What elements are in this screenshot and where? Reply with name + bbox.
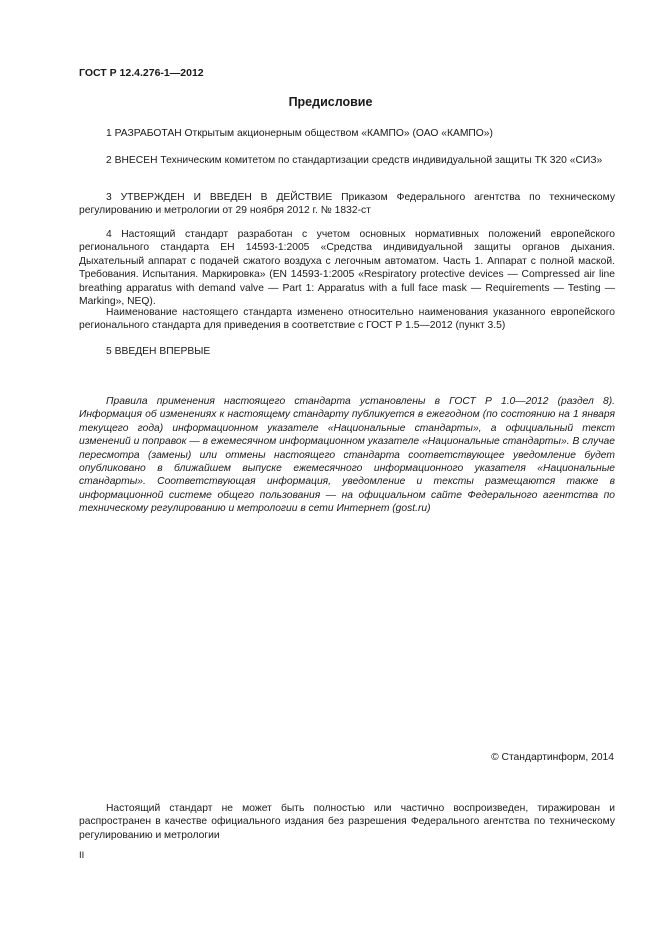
reproduction-notice: Настоящий стандарт не может быть полностью или частично воспроизведен, тиражирован и распространен в качестве официального издания без разрешения Федерального агентства по техническому регулированию и метрологии	[79, 803, 615, 841]
paragraph-2: 2 ВНЕСЕН Техническим комитетом по стандартизации средств индивидуальной защиты ТК 320 «СИЗ»	[106, 155, 603, 166]
copyright: © Стандартинформ, 2014	[491, 752, 614, 763]
paragraph-4: 4 Настоящий стандарт разработан с учетом основных нормативных положений европейского регионального стандарта ЕН 14593-1:2005 «Средства индивидуальной защиты органов дыхания. Дыхательный аппарат с подачей сжатого воздуха с легочным автоматом. Часть 1. Аппарат с полной маской. Требования. Испытания. Маркировка» (EN 14593-1:2005 «Respiratory protective devices — Compressed air line breathing apparatus with demand valve — Part 1: Apparatus with a full face mask — Requirements — Testing — Marking», NEQ).	[79, 229, 615, 308]
paragraph-5: 5 ВВЕДЕН ВПЕРВЫЕ	[106, 346, 211, 357]
paragraph-3: 3 УТВЕРЖДЕН И ВВЕДЕН В ДЕЙСТВИЕ Приказом Федерального агентства по техническому регулированию и метрологии от 29 ноября 2012 г. № 1832-ст	[79, 192, 615, 217]
paragraph-1: 1 РАЗРАБОТАН Открытым акционерным обществом «КАМПО» (ОАО «КАМПО»)	[106, 128, 493, 139]
page-number: II	[79, 850, 85, 861]
page-title: Предисловие	[288, 95, 373, 109]
application-rules-notice: Правила применения настоящего стандарта установлены в ГОСТ Р 1.0—2012 (раздел 8). Информация об изменениях к настоящему стандарту публикуется в ежегодном (по состоянию на 1 января текущего года) информационном указателе «Национальные стандарты», а официальный текст изменений и поправок — в ежемесячном информационном указателе «Национальные стандарты». В случае пересмотра (замены) или отмены настоящего стандарта соответствующее уведомление будет опубликовано в ближайшем выпуске ежемесячного информационного указателя «Национальные стандарты». Соответствующая информация, уведомление и тексты размещаются также в информационной системе общего пользования — на официальном сайте Федерального агентства по техническому регулированию и метрологии в сети Интернет (gost.ru)	[79, 396, 615, 515]
document-id: ГОСТ Р 12.4.276-1—2012	[79, 67, 204, 79]
paragraph-4-name-note: Наименование настоящего стандарта изменено относительно наименования указанного европейского регионального стандарта для приведения в соответствие с ГОСТ Р 1.5—2012 (пункт 3.5)	[79, 307, 615, 332]
